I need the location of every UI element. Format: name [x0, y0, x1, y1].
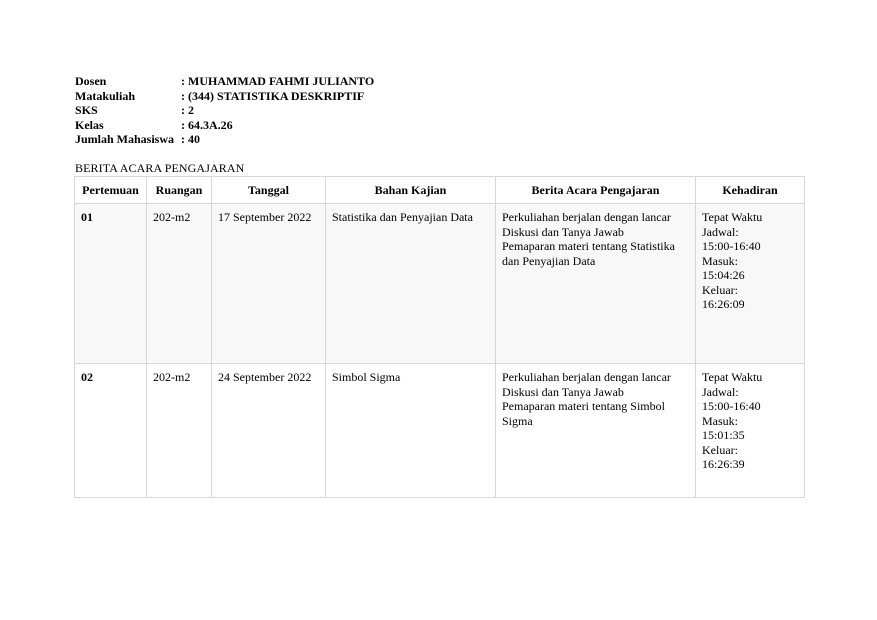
- teaching-record-table: [74, 176, 805, 498]
- info-label: SKS: [75, 103, 98, 117]
- info-label: Matakuliah: [75, 88, 136, 103]
- info-label: Jumlah Mahasiswa: [75, 132, 175, 146]
- cell-tanggal: 24 September 2022: [212, 364, 326, 498]
- cell-ruangan: 202-m2: [147, 364, 212, 498]
- info-row-jumlah-mahasiswa: [75, 132, 374, 147]
- info-row-sks: [75, 103, 374, 118]
- info-value: : 2: [181, 103, 194, 117]
- table-header-row: [75, 177, 805, 204]
- column-header-berita-acara: Berita Acara Pengajaran: [496, 177, 696, 204]
- cell-pertemuan: 01: [75, 204, 147, 364]
- info-row-matakuliah: [75, 89, 374, 104]
- cell-berita-acara: Perkuliahan berjalan dengan lancar Diskusi dan Tanya Jawab Pemaparan materi tentang Simbol Sigma: [496, 364, 696, 498]
- cell-bahan-kajian: Simbol Sigma: [326, 364, 496, 498]
- info-row-kelas: [75, 118, 374, 133]
- section-title: BERITA ACARA PENGAJARAN: [75, 161, 245, 175]
- cell-berita-acara: Perkuliahan berjalan dengan lancar Diskusi dan Tanya Jawab Pemaparan materi tentang Statistika dan Penyajian Data: [496, 204, 696, 364]
- column-header-pertemuan: Pertemuan: [75, 177, 147, 204]
- cell-bahan-kajian: Statistika dan Penyajian Data: [326, 204, 496, 364]
- cell-kehadiran: Tepat Waktu Jadwal: 15:00-16:40 Masuk: 15:01:35 Keluar: 16:26:39: [696, 364, 805, 498]
- info-label: Dosen: [75, 74, 107, 88]
- info-value: : 40: [181, 132, 200, 146]
- course-info: [75, 74, 374, 147]
- info-value: : (344) STATISTIKA DESKRIPTIF: [181, 88, 365, 103]
- cell-ruangan: 202-m2: [147, 204, 212, 364]
- info-value: : MUHAMMAD FAHMI JULIANTO: [181, 74, 375, 88]
- info-label: Kelas: [75, 117, 104, 132]
- info-value: : 64.3A.26: [181, 117, 233, 132]
- table-row: [75, 204, 805, 364]
- column-header-bahan-kajian: Bahan Kajian: [326, 177, 496, 204]
- column-header-tanggal: Tanggal: [212, 177, 326, 204]
- cell-tanggal: 17 September 2022: [212, 204, 326, 364]
- cell-pertemuan: 02: [75, 364, 147, 498]
- column-header-kehadiran: Kehadiran: [696, 177, 805, 204]
- table-row: [75, 364, 805, 498]
- cell-kehadiran: Tepat Waktu Jadwal: 15:00-16:40 Masuk: 15:04:26 Keluar: 16:26:09: [696, 204, 805, 364]
- info-row-dosen: [75, 74, 374, 89]
- column-header-ruangan: Ruangan: [147, 177, 212, 204]
